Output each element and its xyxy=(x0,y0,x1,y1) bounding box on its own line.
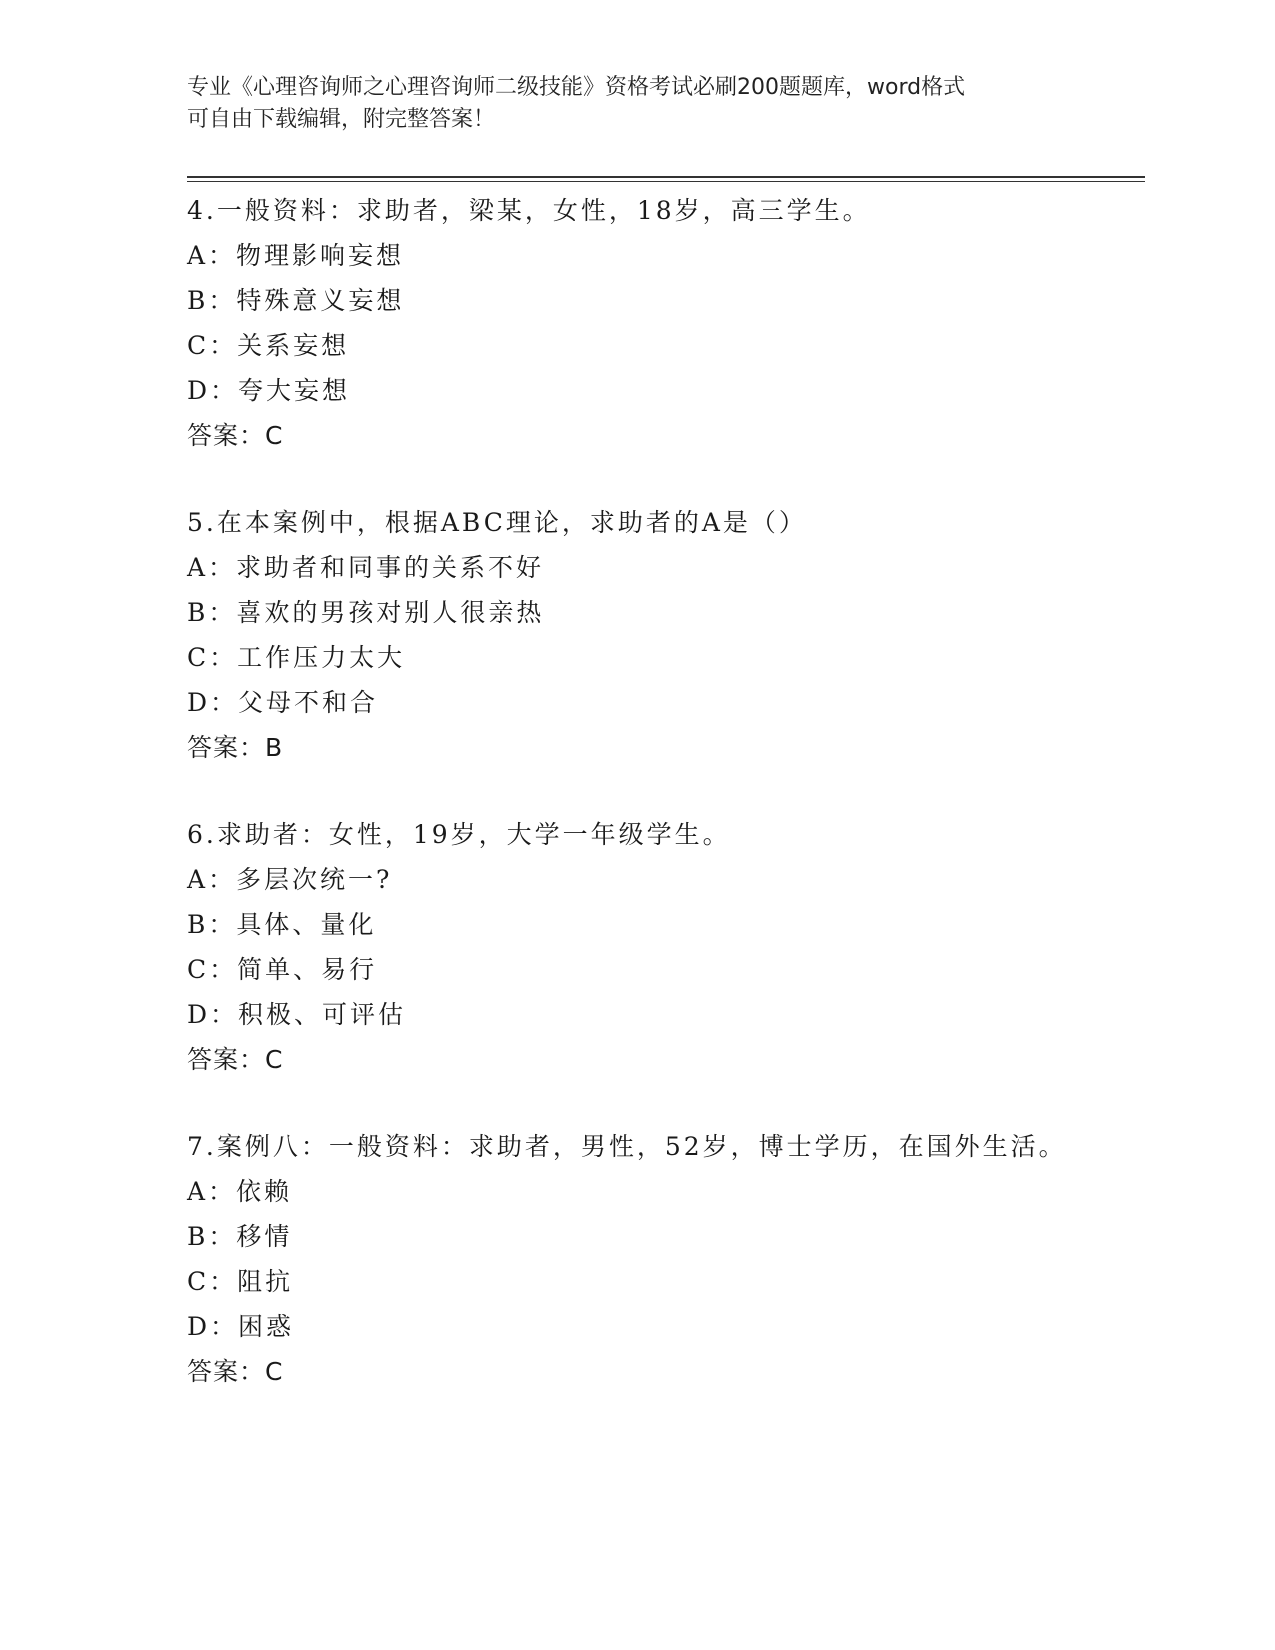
option-c: C：简单、易行 xyxy=(187,955,378,984)
header-line-1: 专业《心理咨询师之心理咨询师二级技能》资格考试必刷200题题库，word格式 xyxy=(187,75,966,100)
question-4 xyxy=(187,188,1087,458)
option-d: D：积极、可评估 xyxy=(187,1000,407,1029)
header-divider-thin xyxy=(187,181,1145,182)
option-b: B：喜欢的男孩对别人很亲热 xyxy=(187,598,545,627)
question-stem: 7.案例八：一般资料：求助者，男性，52岁，博士学历，在国外生活。 xyxy=(187,1132,1067,1161)
question-stem: 5.在本案例中，根据ABC理论，求助者的A是（） xyxy=(187,508,807,537)
question-stem: 6.求助者：女性，19岁，大学一年级学生。 xyxy=(187,820,731,849)
option-b: B：具体、量化 xyxy=(187,910,377,939)
option-b: B：特殊意义妄想 xyxy=(187,286,405,315)
question-list xyxy=(187,188,1087,1436)
option-c: C：关系妄想 xyxy=(187,331,350,360)
option-d: D：夸大妄想 xyxy=(187,376,351,405)
question-7 xyxy=(187,1124,1087,1394)
option-d: D：困惑 xyxy=(187,1312,295,1341)
header-divider-thick xyxy=(187,176,1145,178)
header-line-2: 可自由下载编辑，附完整答案！ xyxy=(187,107,496,132)
question-stem: 4.一般资料：求助者，梁某，女性，18岁，高三学生。 xyxy=(187,196,871,225)
answer-label: 答案：C xyxy=(187,1357,284,1386)
option-a: A：多层次统一? xyxy=(187,865,393,894)
question-5 xyxy=(187,500,1087,770)
option-b: B：移情 xyxy=(187,1222,293,1251)
option-a: A：依赖 xyxy=(187,1177,293,1206)
option-d: D：父母不和合 xyxy=(187,688,379,717)
option-c: C：工作压力太大 xyxy=(187,643,406,672)
answer-label: 答案：C xyxy=(187,421,284,450)
option-a: A：物理影响妄想 xyxy=(187,241,405,270)
answer-label: 答案：B xyxy=(187,733,284,762)
option-a: A：求助者和同事的关系不好 xyxy=(187,553,545,582)
answer-label: 答案：C xyxy=(187,1045,284,1074)
option-c: C：阻抗 xyxy=(187,1267,294,1296)
question-6 xyxy=(187,812,1087,1082)
document-header xyxy=(187,72,1087,136)
